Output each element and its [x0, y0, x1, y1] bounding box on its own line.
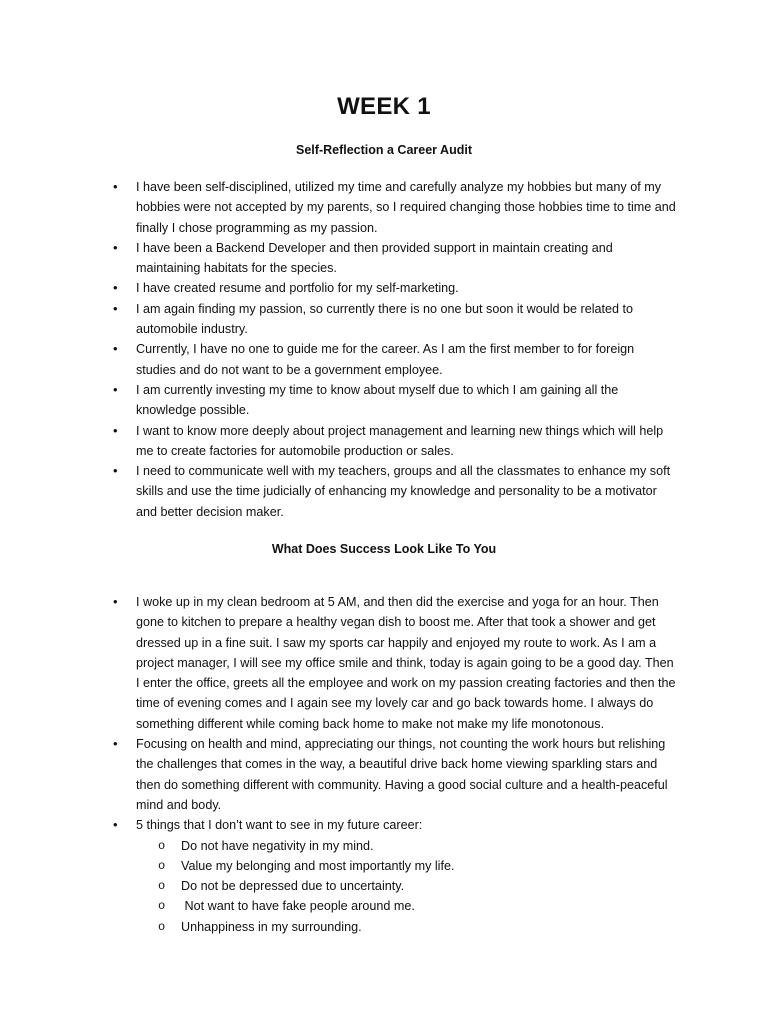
- list-item: [0, 592, 676, 734]
- bullet-icon: •: [113, 381, 118, 397]
- list-item: [0, 177, 676, 238]
- list-item: [0, 299, 676, 340]
- circle-bullet-icon: o: [158, 919, 166, 934]
- list-item-text: I have created resume and portfolio for my self-marketing.: [136, 281, 459, 296]
- sublist-item-text: Do not be depressed due to uncertainty.: [181, 879, 405, 894]
- list-item-text: I have been self-disciplined, utilized my time and carefully analyze my hobbies but many of my hobbies were not accepted by my parents, so I required changing those hobbies time to time and finally I chose programming as my passion.: [136, 180, 676, 235]
- list-item-text: I am again finding my passion, so currently there is no one but soon it would be related to automobile industry.: [136, 301, 634, 337]
- bullet-icon: •: [113, 594, 118, 609]
- career-audit-list: [0, 177, 768, 522]
- bullet-icon: •: [113, 300, 118, 316]
- sublist-item-text: Unhappiness in my surrounding.: [181, 919, 362, 934]
- bullet-icon: •: [113, 341, 118, 357]
- bullet-icon: •: [113, 817, 118, 833]
- document-title: WEEK 1: [337, 93, 431, 120]
- bullet-icon: •: [113, 239, 118, 255]
- section-heading-career-audit: Self-Reflection a Career Audit: [296, 143, 472, 157]
- sublist-item: [136, 856, 676, 876]
- list-item: [0, 421, 676, 462]
- bullet-icon: •: [113, 422, 118, 438]
- bullet-icon: •: [113, 179, 118, 194]
- circle-bullet-icon: o: [158, 879, 166, 894]
- list-item: [0, 461, 676, 522]
- list-item: [0, 380, 676, 421]
- list-item: [0, 734, 676, 815]
- list-item: [0, 339, 676, 380]
- list-item-text: I woke up in my clean bedroom at 5 AM, and then did the exercise and yoga for an hour. Then gone to kitchen to prepare a healthy vegan dish to boost me. After that took a shower and get dressed up in a fine suit. I saw my sports car happily and enjoyed my route to work. As I am a project manager, I will see my office smile and think, today is again going to be a good day. Then I enter the office, greets all the employee and work on my passion creating factories and then the time of evening comes and I again see my lovely car and go back towards home. I always do something different while coming back home to make not make my life monotonous.: [136, 595, 676, 731]
- sublist-item: [136, 876, 676, 896]
- list-item-text: I am currently investing my time to know about myself due to which I am gaining all the knowledge possible.: [136, 382, 619, 418]
- sublist-item: [136, 836, 676, 856]
- list-item: [0, 238, 676, 279]
- section-heading-success: What Does Success Look Like To You: [271, 542, 497, 556]
- sublist-item: [136, 896, 676, 916]
- circle-bullet-icon: o: [158, 899, 166, 914]
- bullet-icon: •: [113, 463, 118, 479]
- future-career-sublist: [136, 836, 676, 937]
- sublist-item: [136, 917, 676, 937]
- list-item-text: I need to communicate well with my teachers, groups and all the classmates to enhance my soft skills and use the time judicially of enhancing my knowledge and personality to be a motivator and better decision maker.: [136, 464, 671, 519]
- sublist-item-text: Value my belonging and most importantly my life.: [181, 858, 455, 873]
- bullet-icon: •: [113, 736, 118, 752]
- list-item-text: Currently, I have no one to guide me for the career. As I am the first member to for foreign studies and do not want to be a government employee.: [136, 342, 635, 377]
- circle-bullet-icon: o: [158, 838, 166, 853]
- success-list: [0, 592, 768, 937]
- list-item-text: I want to know more deeply about project management and learning new things which will help me to create factories for automobile production or sales.: [136, 423, 664, 458]
- list-item-text: Focusing on health and mind, appreciating our things, not counting the work hours but relishing the challenges that comes in the way, a beautiful drive back home viewing sparkling stars and then do something different with community. Having a good social culture and a health-peaceful mind and body.: [136, 737, 668, 812]
- circle-bullet-icon: o: [158, 858, 166, 873]
- list-item-text: I have been a Backend Developer and then provided support in maintain creating and maintaining habitats for the species.: [136, 240, 613, 276]
- bullet-icon: •: [113, 280, 118, 296]
- sublist-item-text: Do not have negativity in my mind.: [181, 838, 374, 853]
- list-item: [0, 278, 676, 298]
- list-item-text: 5 things that I don’t want to see in my future career:: [136, 818, 423, 833]
- list-item: [0, 815, 676, 937]
- sublist-item-text: Not want to have fake people around me.: [181, 899, 415, 914]
